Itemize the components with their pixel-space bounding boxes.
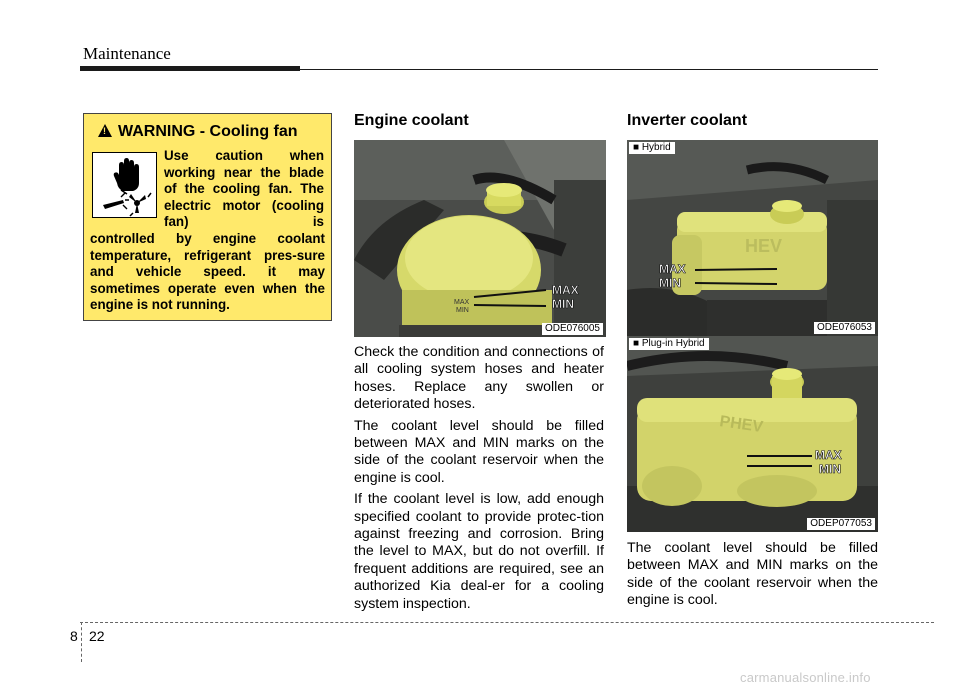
footer-divider	[81, 622, 82, 662]
photo-code: ODE076005	[542, 323, 603, 335]
warning-text-bottom: controlled by engine coolant temperature, refrigerant pres-sure and vehicle speed. it may sometimes operate even when the engine is not running.	[90, 231, 325, 312]
plugin-hybrid-inverter-photo	[627, 336, 878, 532]
photo-code: ODEP077053	[807, 518, 875, 530]
warning-text-top: Use caution when working near the blade of the cooling fan. The electric motor (cooling fan) is	[164, 148, 324, 229]
hybrid-reservoir-illustration	[627, 140, 878, 336]
watermark: carmanualsonline.info	[740, 670, 871, 685]
paragraph: The coolant level should be filled between MAX and MIN marks on the side of the coolant reservoir when the engine is cool.	[354, 417, 604, 486]
min-callout: MIN	[552, 297, 574, 311]
engine-coolant-photo	[354, 140, 606, 337]
engine-coolant-title: Engine coolant	[354, 112, 469, 129]
tank-max-mark: MAX	[454, 299, 470, 306]
footer-rule	[80, 622, 934, 623]
paragraph: The coolant level should be filled between MAX and MIN marks on the side of the coolant reservoir when the engine is cool.	[627, 540, 878, 609]
warning-box	[83, 113, 332, 321]
page-number: 22	[89, 628, 105, 644]
max-callout: MAX	[815, 448, 842, 462]
tank-hev-text: HEV	[745, 236, 783, 256]
engine-coolant-reservoir-illustration	[354, 140, 606, 337]
plugin-reservoir-illustration	[627, 336, 878, 532]
plugin-hybrid-label: ■ Plug-in Hybrid	[629, 338, 709, 350]
engine-coolant-body	[354, 344, 604, 617]
min-callout: MIN	[819, 462, 841, 476]
photo-code: ODE076053	[814, 322, 875, 334]
hand-fan-warning-icon	[92, 152, 157, 218]
paragraph: Check the condition and connections of all cooling system hoses and heater hoses. Replace any swollen or deteriorated hoses.	[354, 344, 604, 413]
chapter-number: 8	[70, 628, 78, 644]
max-callout: MAX	[659, 262, 686, 276]
min-callout: MIN	[659, 276, 681, 290]
inverter-coolant-body	[627, 540, 878, 614]
warning-triangle-icon	[98, 124, 112, 137]
warning-title: !WARNING - Cooling fan	[98, 123, 298, 141]
page-header-title: Maintenance	[83, 44, 171, 63]
tank-min-mark: MIN	[456, 307, 469, 314]
max-callout: MAX	[552, 283, 579, 297]
inverter-coolant-title: Inverter coolant	[627, 112, 748, 129]
tank-phev-text: PHEV	[718, 413, 764, 437]
hybrid-inverter-photo	[627, 140, 878, 336]
hybrid-label: ■ Hybrid	[629, 142, 675, 154]
header-rule	[300, 69, 878, 70]
paragraph: If the coolant level is low, add enough specified coolant to provide protec-tion against freezing and corrosion. Bring the level to MAX, but do not overfill. If frequent additions are required, see an authorized Kia deal-er for a cooling system inspection.	[354, 491, 604, 612]
header-bar	[80, 66, 300, 71]
